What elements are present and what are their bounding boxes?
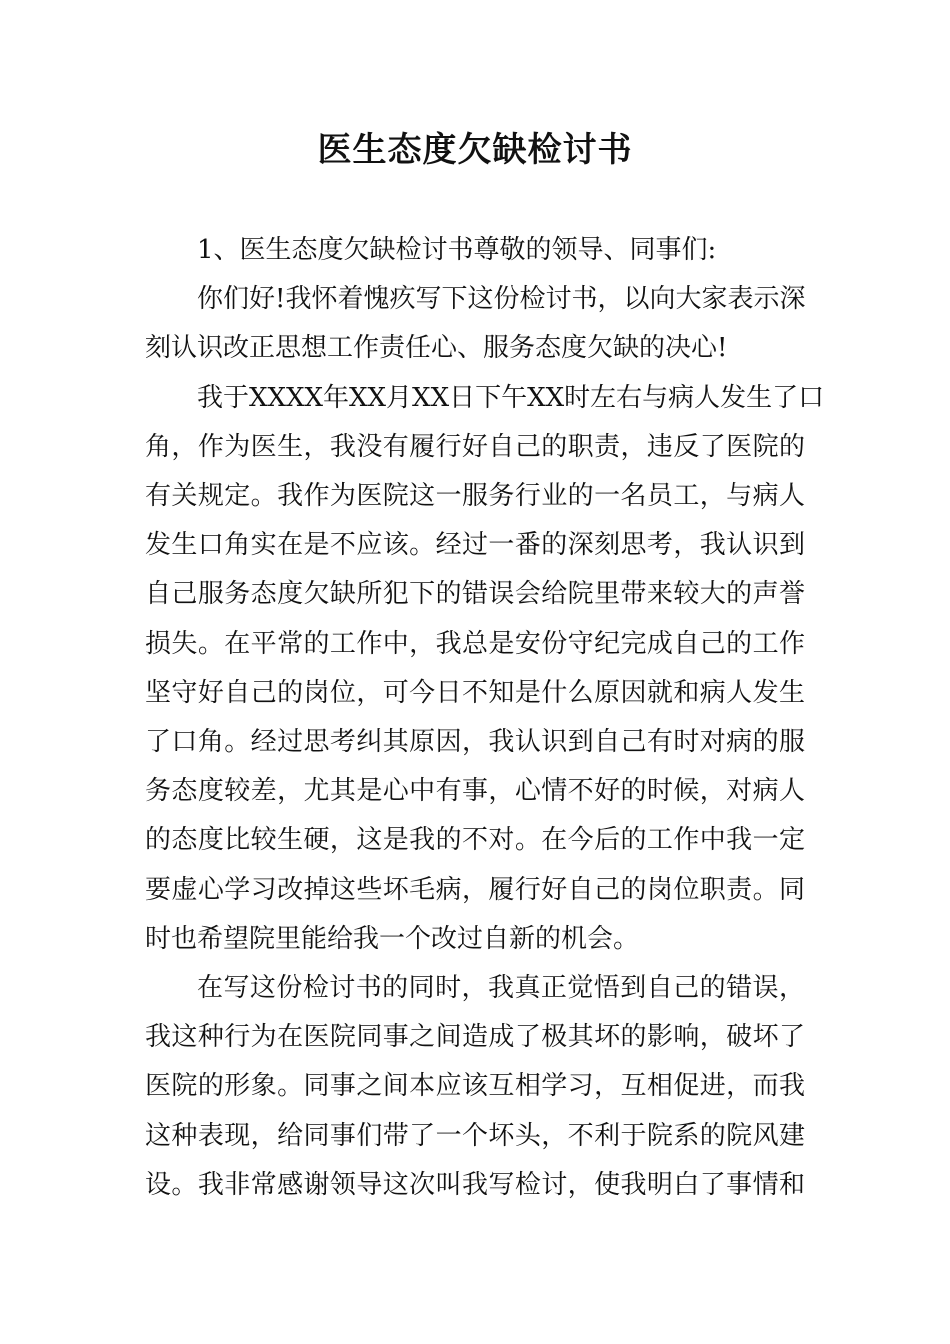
document-body: [145, 226, 825, 1210]
paragraph-line: 要虚心学习改掉这些坏毛病，履行好自己的岗位职责。同: [145, 874, 805, 905]
paragraph-line: 在写这份检讨书的同时，我真正觉悟到自己的错误，: [197, 973, 805, 1004]
paragraph-1: [145, 226, 805, 275]
paragraph-line: 我这种行为在医院同事之间造成了极其坏的影响，破坏了: [145, 1022, 805, 1053]
paragraph-line: 有关规定。我作为医院这一服务行业的一名员工，与病人: [145, 481, 805, 512]
document-title: 医生态度欠缺检讨书: [317, 130, 633, 170]
paragraph-line: 的态度比较生硬，这是我的不对。在今后的工作中我一定: [145, 825, 805, 856]
paragraph-line: 医院的形象。同事之间本应该互相学习，互相促进，而我: [145, 1071, 805, 1102]
paragraph-line: 时也希望院里能给我一个改过自新的机会。: [145, 923, 640, 954]
paragraph-line: 1、医生态度欠缺检讨书尊敬的领导、同事们:: [197, 235, 717, 265]
paragraph-line: 发生口角实在是不应该。经过一番的深刻思考，我认识到: [145, 530, 805, 561]
paragraph-3: [145, 374, 825, 964]
paragraph-2: [145, 275, 805, 373]
paragraph-line: 自己服务态度欠缺所犯下的错误会给院里带来较大的声誉: [145, 579, 805, 610]
paragraph-line: 损失。在平常的工作中，我总是安份守纪完成自己的工作: [145, 628, 805, 659]
paragraph-4: [145, 964, 805, 1210]
paragraph-line: 角，作为医生，我没有履行好自己的职责，违反了医院的: [145, 431, 805, 462]
paragraph-line: 坚守好自己的岗位，可今日不知是什么原因就和病人发生: [145, 677, 805, 708]
paragraph-line: 务态度较差，尤其是心中有事，心情不好的时候，对病人: [145, 776, 805, 807]
paragraph-line: 我于XXXX年XX月XX日下午XX时左右与病人发生了口: [197, 382, 825, 413]
paragraph-line: 刻认识改正思想工作责任心、服务态度欠缺的决心!: [145, 333, 728, 364]
paragraph-line: 设。我非常感谢领导这次叫我写检讨，使我明白了事情和: [145, 1169, 805, 1200]
paragraph-line: 你们好!我怀着愧疚写下这份检讨书，以向大家表示深: [197, 284, 806, 315]
paragraph-line: 了口角。经过思考纠其原因，我认识到自己有时对病的服: [145, 727, 805, 758]
paragraph-line: 这种表现，给同事们带了一个坏头，不利于院系的院风建: [145, 1120, 805, 1151]
